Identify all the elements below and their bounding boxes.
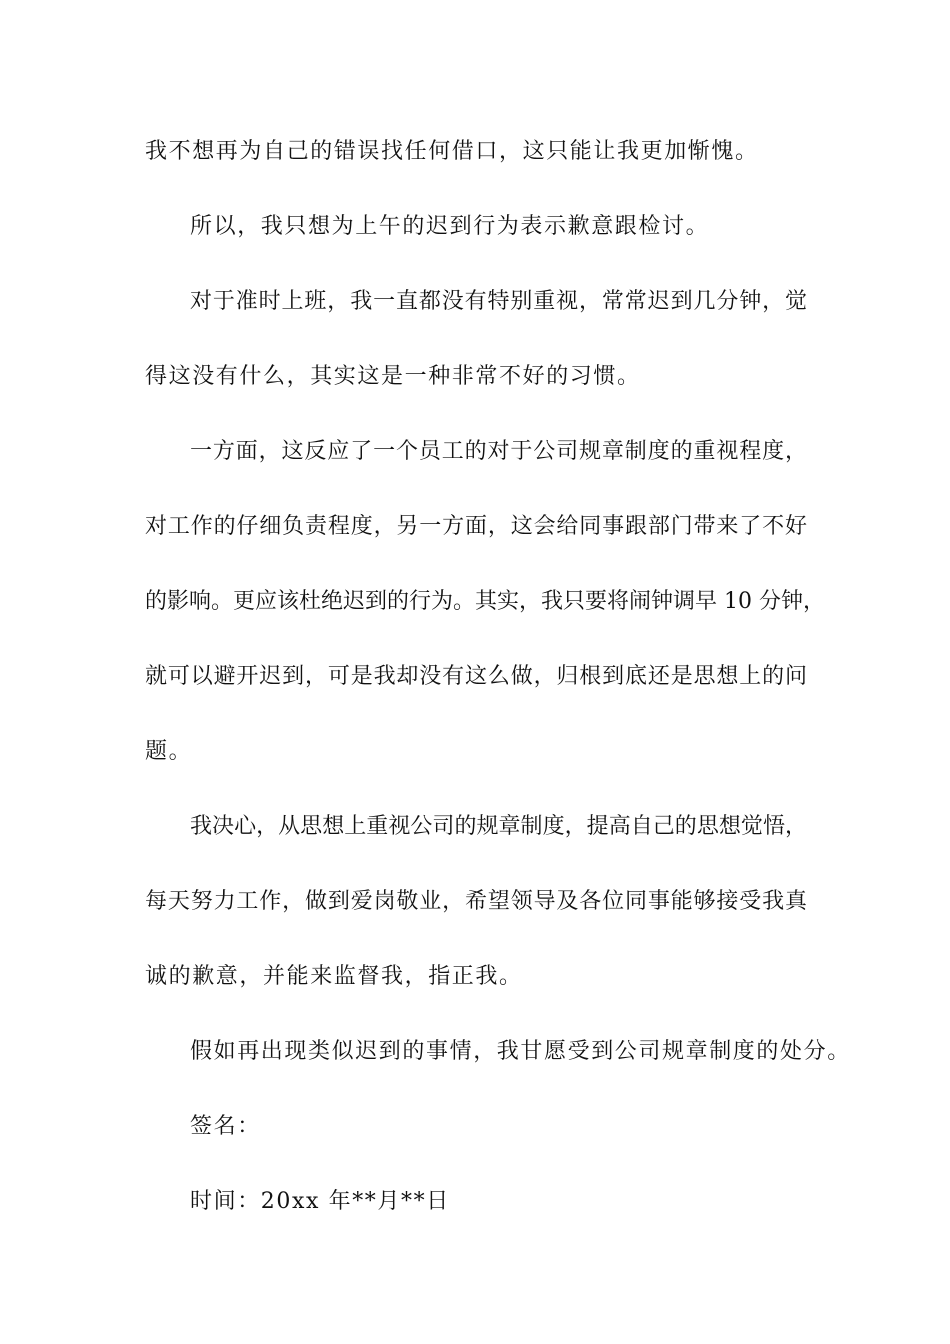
paragraph-line: 对工作的仔细负责程度，另一方面，这会给同事跟部门带来了不好 xyxy=(145,514,807,539)
paragraph-line: 我决心，从思想上重视公司的规章制度，提高自己的思想觉悟， xyxy=(190,814,807,839)
paragraph-line: 题。 xyxy=(145,739,193,764)
signature-label: 签名： xyxy=(190,1114,261,1139)
paragraph-line: 一方面，这反应了一个员工的对于公司规章制度的重视程度， xyxy=(190,439,807,464)
paragraph-line: 我不想再为自己的错误找任何借口，这只能让我更加惭愧。 xyxy=(145,139,759,164)
date-line: 时间：20xx 年**月**日 xyxy=(190,1189,450,1214)
paragraph-line: 所以，我只想为上午的迟到行为表示歉意跟检讨。 xyxy=(190,214,710,239)
paragraph-line: 的影响。更应该杜绝迟到的行为。其实，我只要将闹钟调早 10 分钟， xyxy=(145,589,825,614)
paragraph-line: 对于准时上班，我一直都没有特别重视，常常迟到几分钟，觉 xyxy=(190,289,807,314)
paragraph-line: 假如再出现类似迟到的事情，我甘愿受到公司规章制度的处分。 xyxy=(190,1039,851,1064)
paragraph-line: 诚的歉意，并能来监督我，指正我。 xyxy=(145,964,523,989)
paragraph-line: 得这没有什么，其实这是一种非常不好的习惯。 xyxy=(145,364,641,389)
paragraph-line: 每天努力工作，做到爱岗敬业，希望领导及各位同事能够接受我真 xyxy=(145,889,807,914)
paragraph-line: 就可以避开迟到，可是我却没有这么做，归根到底还是思想上的问 xyxy=(145,664,807,689)
